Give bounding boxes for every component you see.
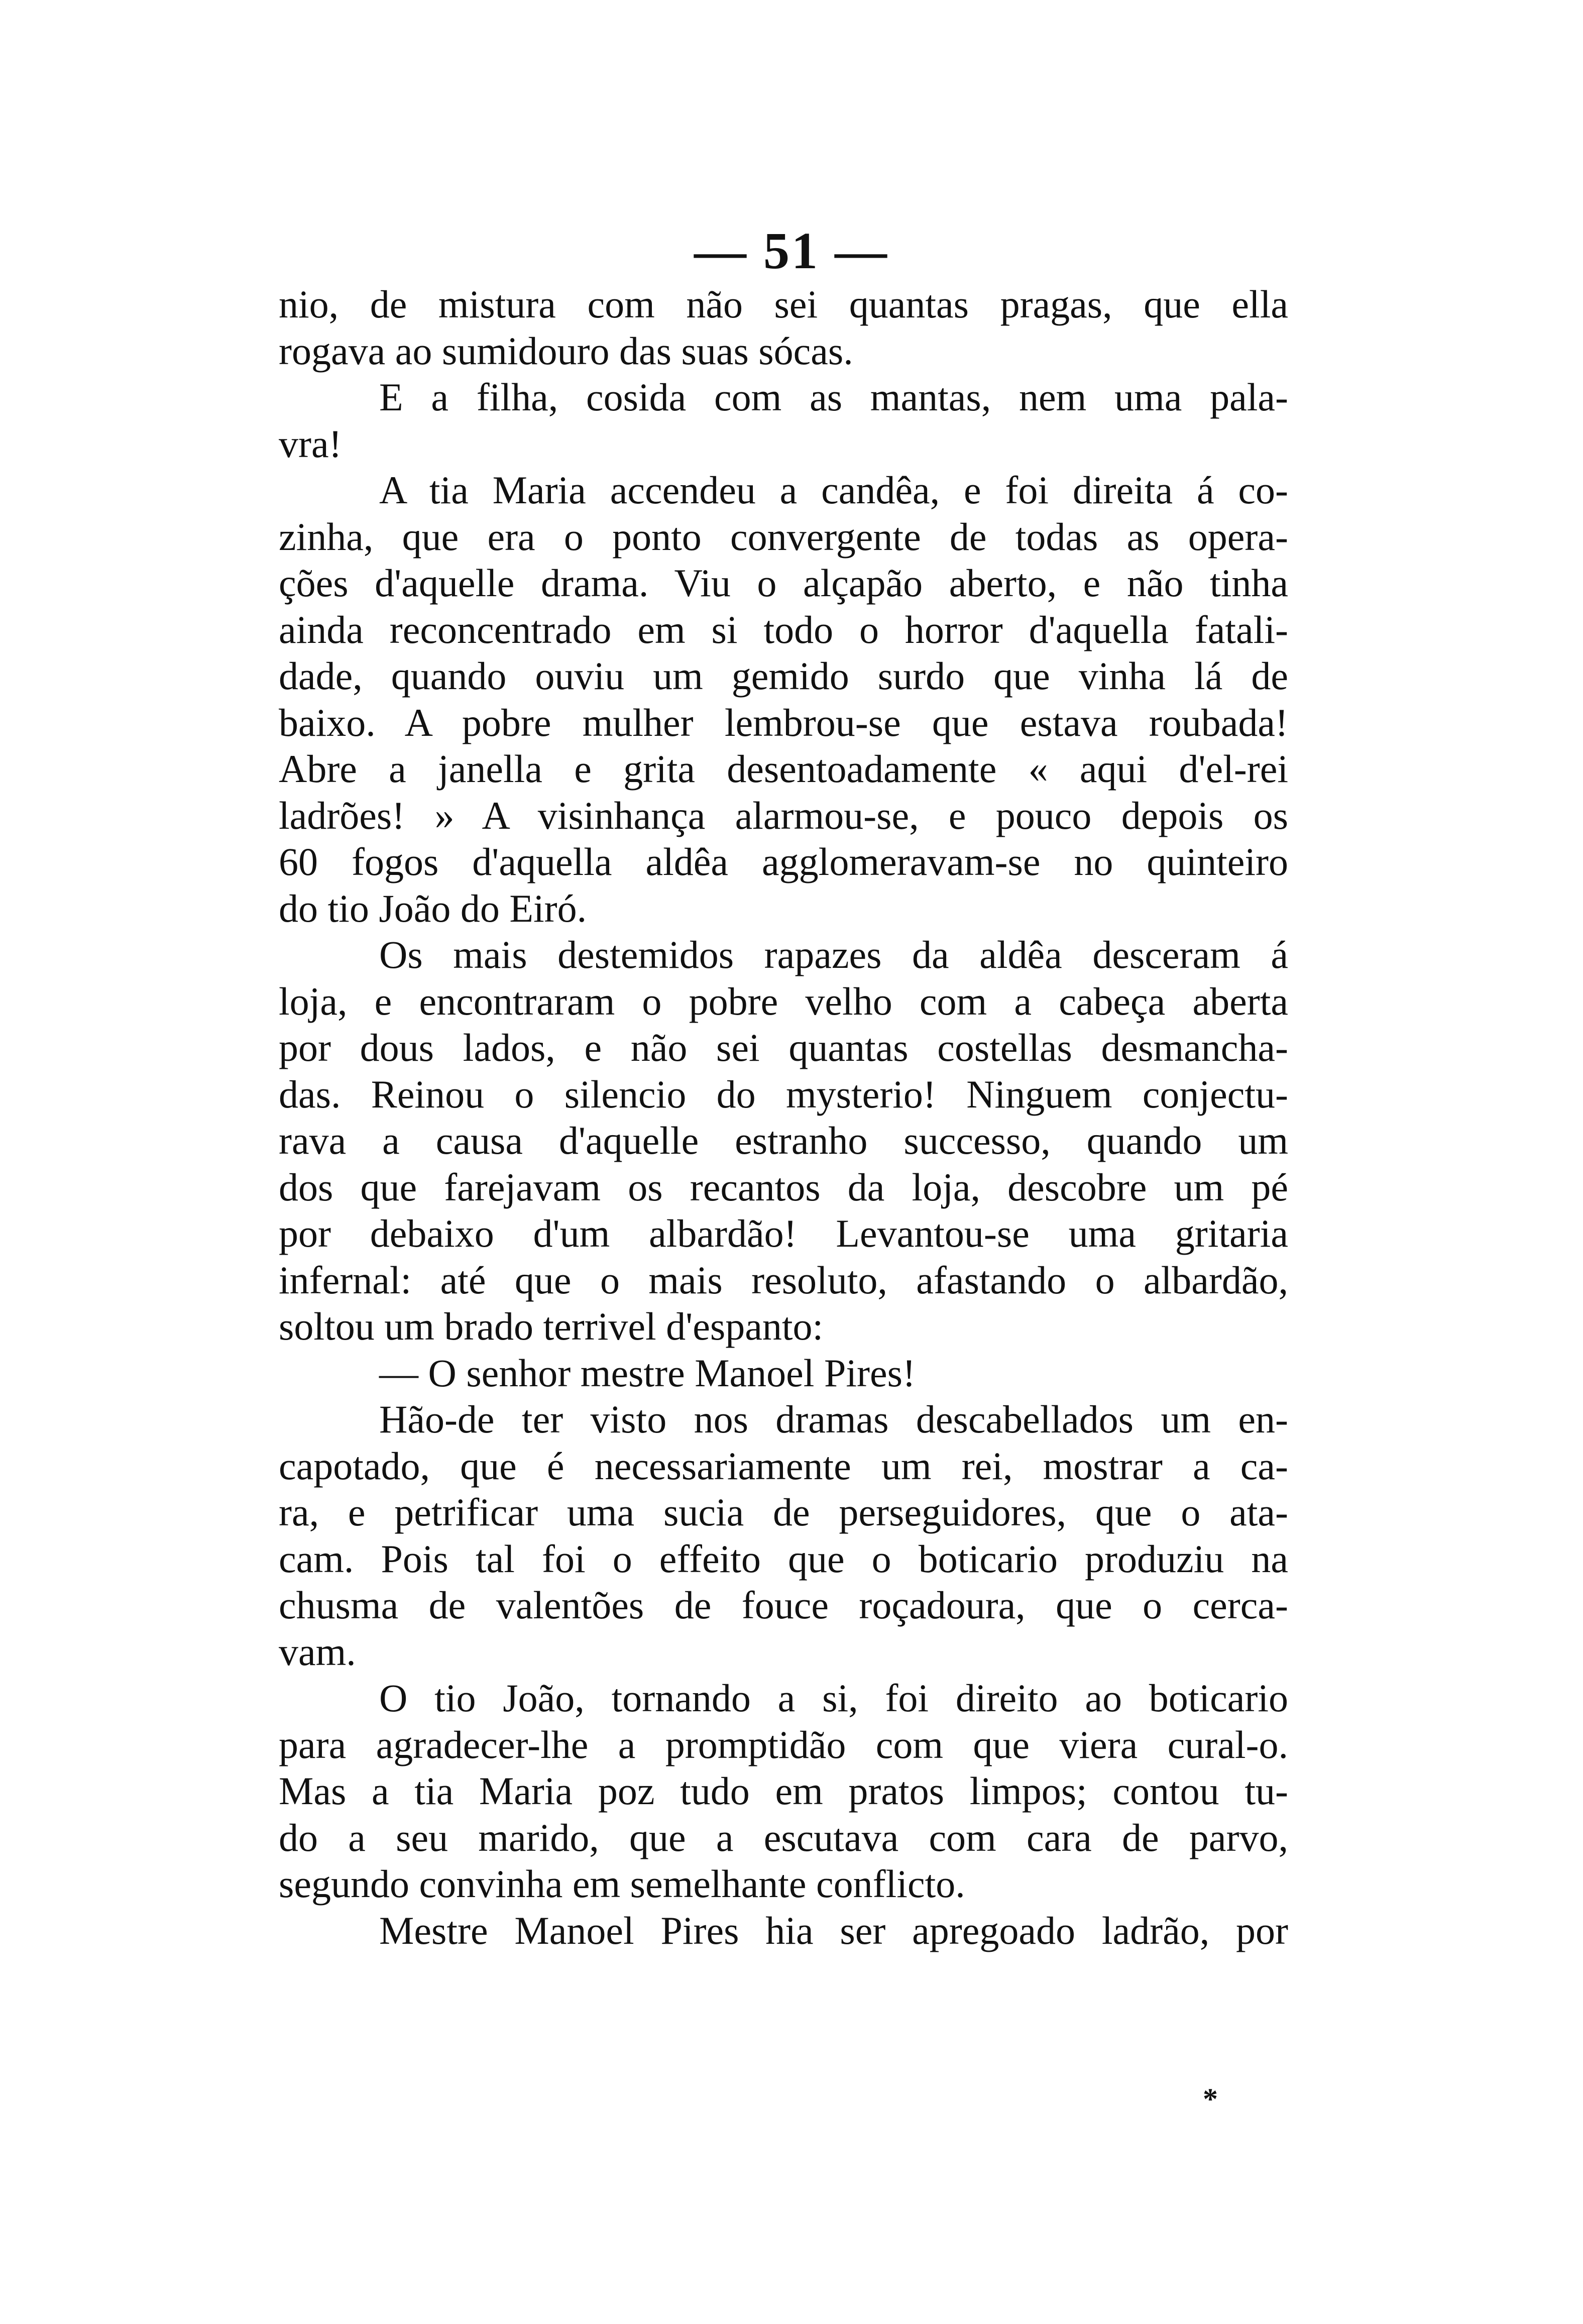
- text-line: nio, de mistura com não sei quantas pragas, que ella: [279, 282, 1288, 326]
- text-line: ladrões! » A visinhança alarmou-se, e pouco depois os: [279, 793, 1288, 837]
- text-line: Hão-de ter visto nos dramas descabellados um en-: [379, 1397, 1288, 1441]
- printer-mark: *: [1203, 2082, 1218, 2116]
- text-line: do a seu marido, que a escutava com cara de parvo,: [279, 1815, 1288, 1859]
- text-line: ções d'aquelle drama. Viu o alçapão aberto, e não tinha: [279, 561, 1288, 605]
- text-line: soltou um brado terrivel d'espanto:: [279, 1304, 824, 1348]
- text-line: rava a causa d'aquelle estranho successo, quando um: [279, 1119, 1288, 1162]
- text-line: zinha, que era o ponto convergente de todas as opera-: [279, 514, 1288, 559]
- text-line: para agradecer-lhe a promptidão com que viera cural-o.: [279, 1722, 1288, 1766]
- text-line: do tio João do Eiró.: [279, 886, 587, 930]
- text-line: Os mais destemidos rapazes da aldêa desceram á: [379, 933, 1288, 976]
- text-line: infernal: até que o mais resoluto, afastando o albardão,: [279, 1258, 1288, 1302]
- text-line: chusma de valentões de fouce roçadoura, que o cerca-: [279, 1583, 1288, 1627]
- text-line: vra!: [279, 421, 342, 466]
- text-line: por dous lados, e não sei quantas costellas desmancha-: [279, 1026, 1288, 1069]
- dialogue-line: — O senhor mestre Manoel Pires!: [379, 1351, 916, 1395]
- text-line: vam.: [279, 1629, 356, 1674]
- text-line: rogava ao sumidouro das suas sócas.: [279, 328, 853, 373]
- text-line: Mestre Manoel Pires hia ser apregoado ladrão, por: [379, 1908, 1288, 1952]
- text-line: por debaixo d'um albardão! Levantou-se uma gritaria: [279, 1211, 1288, 1255]
- text-line: baixo. A pobre mulher lembrou-se que estava roubada!: [279, 700, 1288, 744]
- body-text: [279, 281, 1288, 1954]
- text-line: Mas a tia Maria poz tudo em pratos limpos; contou tu-: [279, 1769, 1288, 1813]
- text-line: Abre a janella e grita desentoadamente « aqui d'el-rei: [279, 747, 1288, 791]
- text-line: ainda reconcentrado em si todo o horror d'aquella fatali-: [279, 607, 1288, 651]
- text-line: capotado, que é necessariamente um rei, mostrar a ca-: [279, 1444, 1288, 1488]
- text-line: E a filha, cosida com as mantas, nem uma pala-: [379, 375, 1288, 419]
- text-line: ra, e petrificar uma sucia de perseguidores, que o ata-: [279, 1490, 1288, 1534]
- page-number: — 51 —: [694, 222, 889, 280]
- text-line: dos que farejavam os recantos da loja, descobre um pé: [279, 1165, 1288, 1209]
- text-line: A tia Maria accendeu a candêa, e foi direita á co-: [379, 468, 1288, 512]
- text-line: O tio João, tornando a si, foi direito ao boticario: [379, 1676, 1288, 1720]
- text-line: das. Reinou o silencio do mysterio! Ninguem conjectu-: [279, 1072, 1288, 1116]
- text-line: loja, e encontraram o pobre velho com a cabeça aberta: [279, 979, 1288, 1023]
- text-line: 60 fogos d'aquella aldêa agglomeravam-se no quinteiro: [279, 840, 1288, 883]
- text-line: cam. Pois tal foi o effeito que o boticario produziu na: [279, 1536, 1288, 1581]
- text-line: dade, quando ouviu um gemido surdo que vinha lá de: [279, 654, 1288, 698]
- text-line: segundo convinha em semelhante conflicto.: [279, 1862, 965, 1906]
